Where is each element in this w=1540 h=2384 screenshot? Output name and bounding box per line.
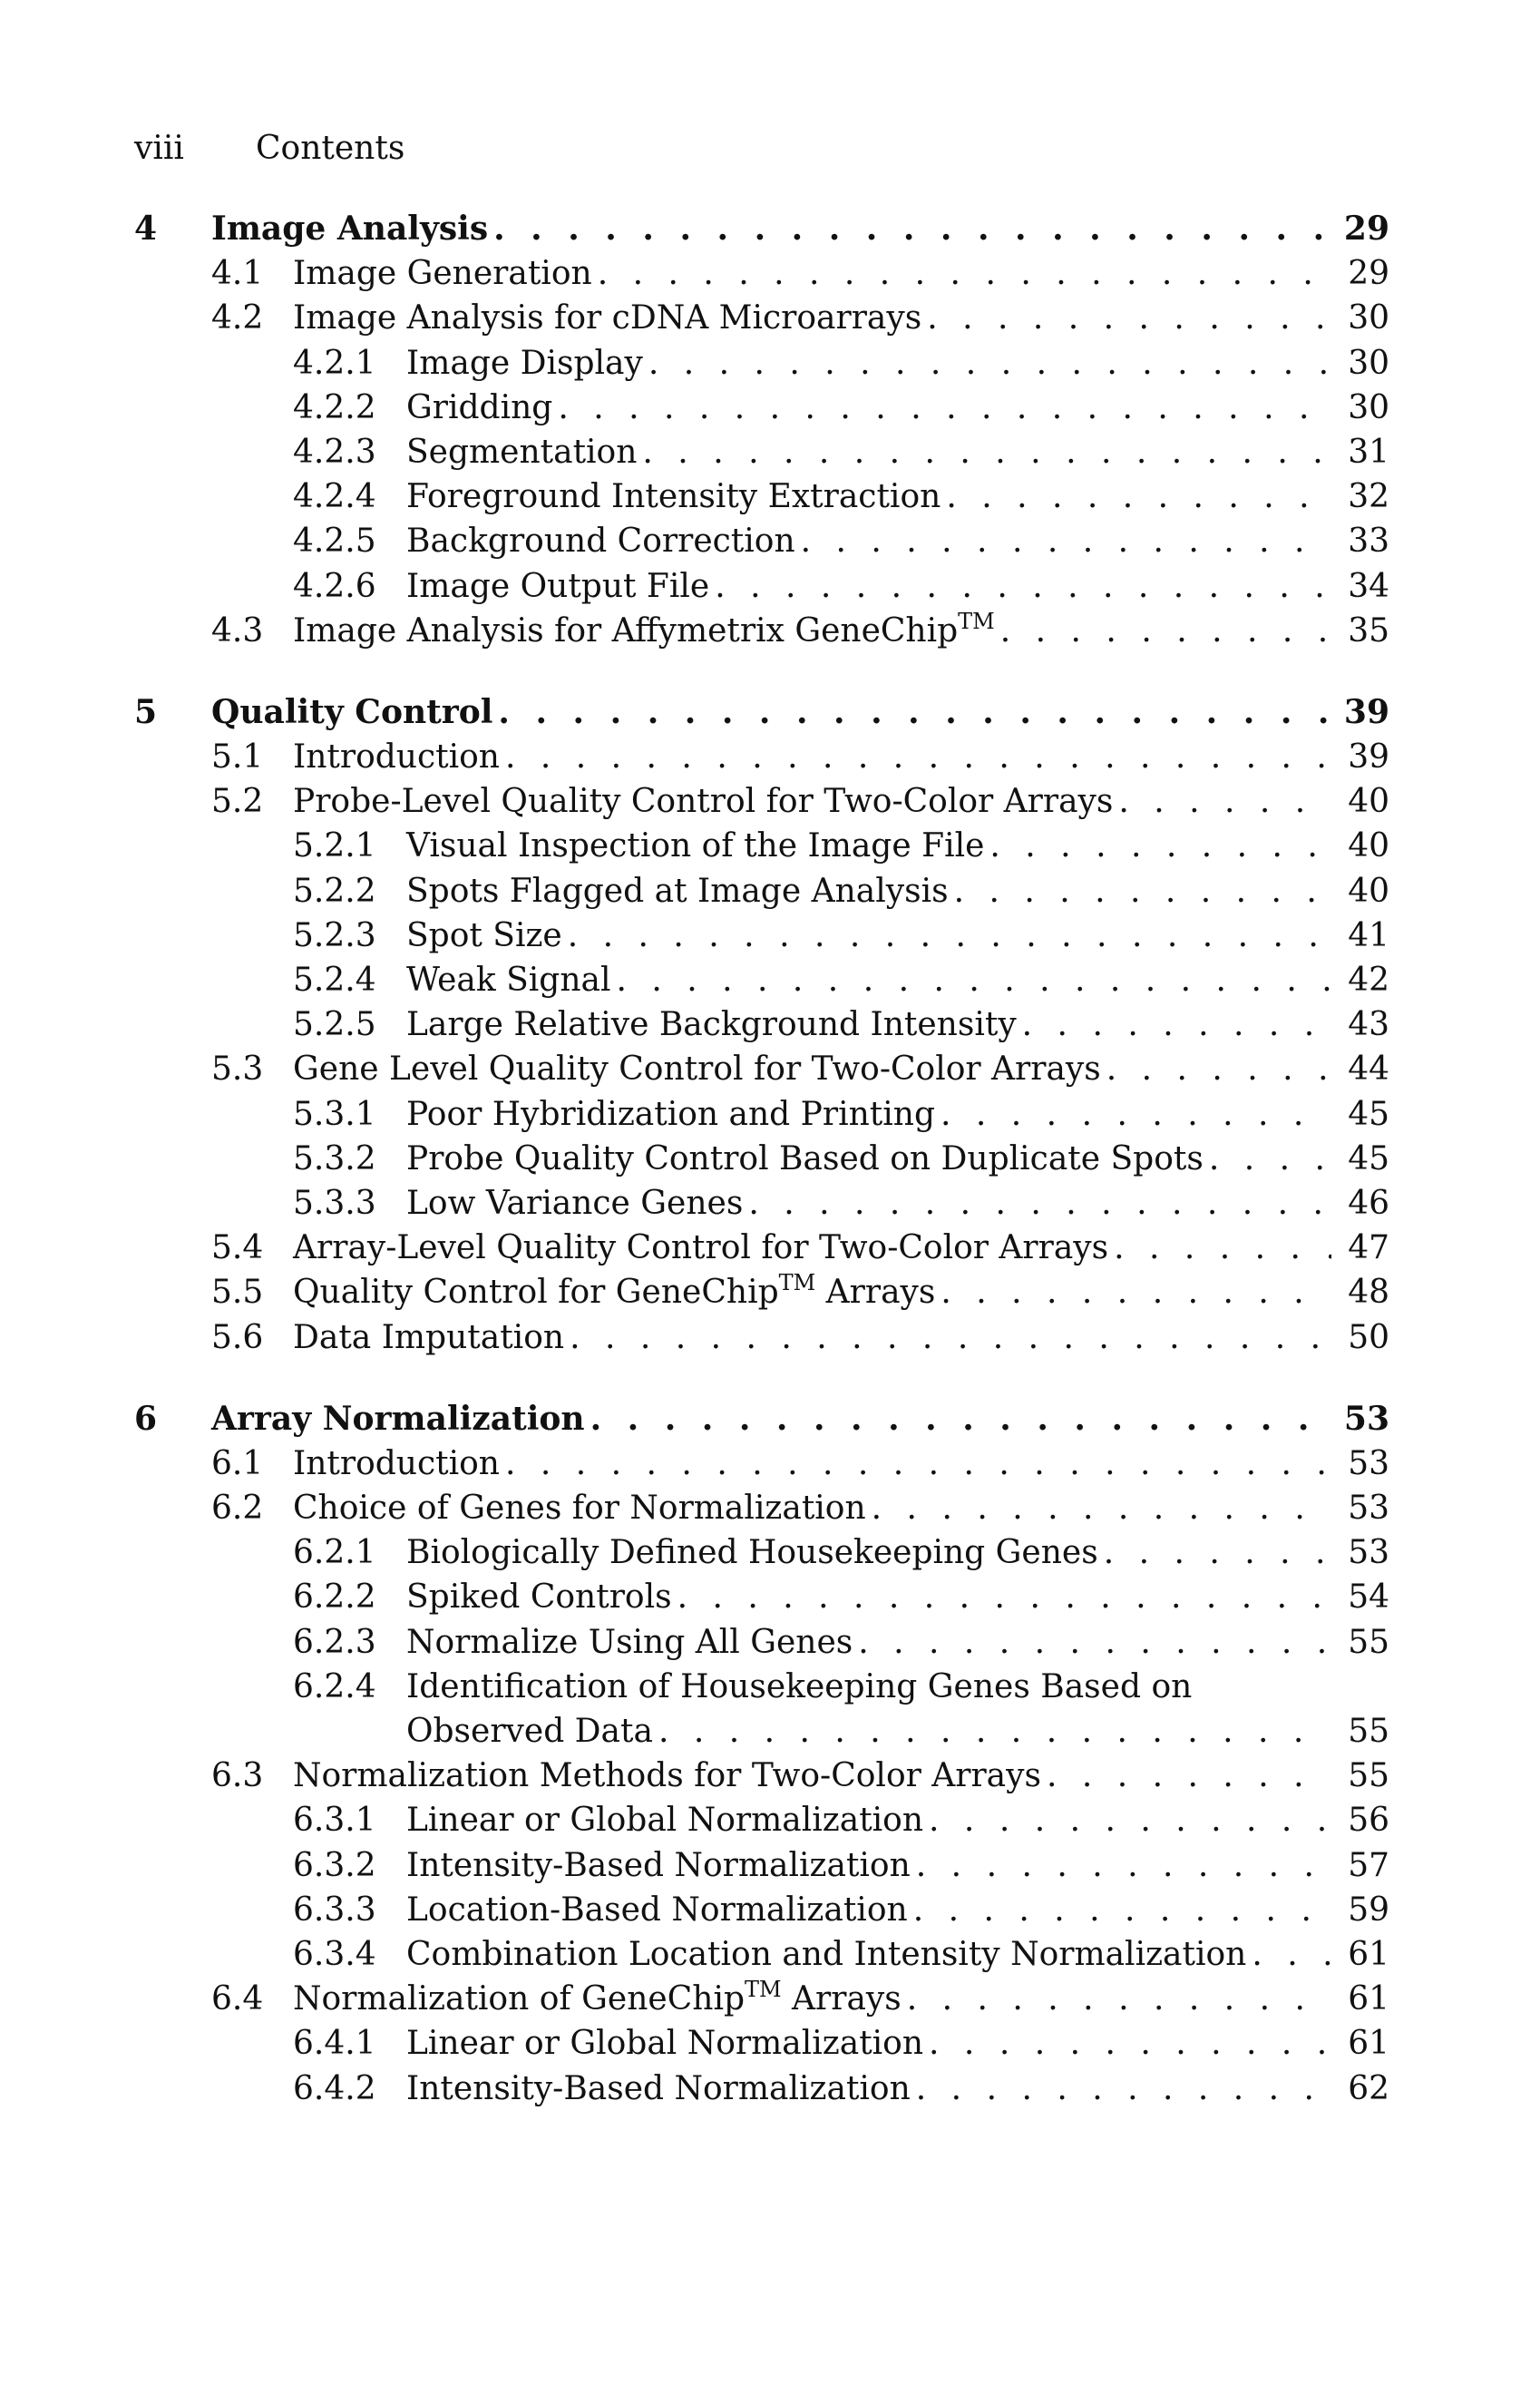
entry-page-number: 40 bbox=[1348, 783, 1389, 821]
entry-body bbox=[406, 386, 1389, 430]
entry-title: Biologically Defined Housekeeping Genes bbox=[406, 1534, 1098, 1572]
entry-page-number: 48 bbox=[1348, 1274, 1389, 1312]
entry-title: Normalization of GeneChip™ Arrays bbox=[293, 1977, 902, 2018]
entry-title: Introduction bbox=[293, 738, 500, 777]
entry-body bbox=[406, 1092, 1389, 1137]
entry-number: 6.2.4 bbox=[293, 1667, 376, 1705]
entry-page-number: 30 bbox=[1348, 344, 1389, 382]
entry-body bbox=[406, 914, 1389, 958]
toc-subsection-entry[interactable] bbox=[134, 824, 1389, 868]
entry-page-number: 53 bbox=[1348, 1534, 1389, 1572]
entry-body bbox=[406, 1575, 1389, 1619]
entry-number: 5.5 bbox=[211, 1274, 264, 1312]
entry-page-number: 61 bbox=[1348, 1935, 1389, 1973]
dot-leader bbox=[941, 1092, 1331, 1137]
entry-title: Data Imputation bbox=[293, 1318, 565, 1356]
entry-body bbox=[406, 2066, 1389, 2111]
toc-subsection-entry[interactable] bbox=[134, 958, 1389, 1002]
entry-number: 4.2.4 bbox=[293, 478, 376, 516]
dot-leader bbox=[801, 519, 1332, 563]
trademark-superscript: TM bbox=[958, 608, 995, 634]
toc-subsection-entry[interactable] bbox=[134, 430, 1389, 474]
entry-body bbox=[406, 1137, 1389, 1181]
entry-number: 4.2.5 bbox=[293, 523, 376, 561]
toc-section-entry[interactable] bbox=[134, 735, 1389, 779]
dot-leader bbox=[1118, 779, 1331, 824]
dot-leader bbox=[558, 386, 1331, 430]
dot-leader bbox=[642, 430, 1331, 474]
dot-leader bbox=[498, 690, 1327, 735]
entry-page-number: 47 bbox=[1348, 1229, 1389, 1267]
entry-page-number: 57 bbox=[1348, 1846, 1389, 1884]
entry-number: 5.2.4 bbox=[293, 962, 376, 999]
entry-page-number: 46 bbox=[1348, 1184, 1389, 1222]
entry-title: Image Analysis for cDNA Microarrays bbox=[293, 299, 922, 337]
dot-leader bbox=[929, 2021, 1331, 2066]
entry-body bbox=[406, 1798, 1389, 1842]
toc-section-entry[interactable] bbox=[134, 1226, 1389, 1270]
entry-number: 6.3.2 bbox=[293, 1846, 376, 1884]
entry-title: Weak Signal bbox=[406, 962, 611, 999]
chapter-block bbox=[134, 1397, 1389, 2111]
entry-body bbox=[293, 609, 1389, 653]
dot-leader bbox=[916, 2066, 1331, 2111]
entry-page-number: 61 bbox=[1348, 1980, 1389, 2018]
table-of-contents bbox=[134, 207, 1389, 2148]
entry-page-number: 35 bbox=[1348, 611, 1389, 650]
toc-subsection-entry[interactable] bbox=[134, 1932, 1389, 1977]
entry-number: 6.3.3 bbox=[293, 1891, 376, 1929]
entry-page-number: 31 bbox=[1348, 433, 1389, 471]
entry-title: Intensity-Based Normalization bbox=[406, 2069, 911, 2107]
toc-subsection-entry[interactable] bbox=[134, 1575, 1389, 1619]
dot-leader bbox=[941, 1270, 1331, 1314]
entry-page-number: 56 bbox=[1348, 1802, 1389, 1840]
entry-body bbox=[406, 1002, 1389, 1047]
dot-leader bbox=[1209, 1137, 1331, 1181]
entry-page-number: 42 bbox=[1348, 962, 1389, 999]
entry-title: Poor Hybridization and Printing bbox=[406, 1095, 936, 1133]
toc-subsection-entry[interactable] bbox=[134, 1620, 1389, 1665]
entry-title: Probe-Level Quality Control for Two-Color Arrays bbox=[293, 783, 1114, 821]
entry-number: 6.3 bbox=[211, 1757, 264, 1795]
entry-body bbox=[406, 824, 1389, 868]
dot-leader bbox=[927, 296, 1331, 340]
entry-title: Quality Control bbox=[211, 692, 493, 731]
toc-entry-continuation[interactable] bbox=[134, 1709, 1389, 1754]
entry-body bbox=[293, 1270, 1389, 1314]
dot-leader bbox=[598, 251, 1332, 296]
entry-title: Quality Control for GeneChip™ Arrays bbox=[293, 1270, 936, 1312]
toc-section-entry[interactable] bbox=[134, 251, 1389, 296]
entry-body bbox=[406, 1843, 1389, 1888]
trademark-superscript: TM bbox=[745, 1977, 782, 2003]
entry-number: 6.3.4 bbox=[293, 1935, 376, 1973]
entry-body bbox=[406, 519, 1389, 563]
dot-leader bbox=[677, 1575, 1332, 1619]
entry-page-number: 53 bbox=[1343, 1399, 1389, 1438]
entry-number: 5.2.3 bbox=[293, 916, 376, 954]
entry-body bbox=[211, 1397, 1389, 1441]
entry-page-number: 54 bbox=[1348, 1578, 1389, 1617]
entry-page-number: 30 bbox=[1348, 299, 1389, 337]
entry-number: 6.2.1 bbox=[293, 1534, 376, 1572]
toc-subsection-entry[interactable] bbox=[134, 1137, 1389, 1181]
entry-title: Visual Inspection of the Image File bbox=[406, 827, 985, 865]
entry-body bbox=[406, 1181, 1389, 1226]
toc-section-entry[interactable] bbox=[134, 1486, 1389, 1530]
entry-page-number: 53 bbox=[1348, 1444, 1389, 1482]
toc-subsection-entry[interactable] bbox=[134, 564, 1389, 609]
dot-leader bbox=[493, 207, 1328, 251]
entry-body bbox=[406, 1530, 1389, 1575]
entry-page-number: 30 bbox=[1348, 388, 1389, 426]
entry-number: 4.2.3 bbox=[293, 433, 376, 471]
entry-title: Array Normalization bbox=[211, 1399, 585, 1438]
entry-number: 5.3 bbox=[211, 1050, 264, 1089]
entry-page-number: 40 bbox=[1348, 827, 1389, 865]
dot-leader bbox=[907, 1977, 1331, 2021]
toc-subsection-entry[interactable] bbox=[134, 1181, 1389, 1226]
entry-title: Image Display bbox=[406, 344, 643, 382]
entry-body bbox=[293, 1486, 1389, 1530]
entry-number: 5.2.5 bbox=[293, 1006, 376, 1044]
entry-title: Image Output File bbox=[406, 567, 710, 605]
dot-leader bbox=[916, 1843, 1331, 1888]
toc-subsection-entry[interactable] bbox=[134, 474, 1389, 519]
entry-title: Intensity-Based Normalization bbox=[406, 1846, 911, 1884]
entry-body bbox=[293, 1047, 1389, 1091]
entry-page-number: 53 bbox=[1348, 1490, 1389, 1528]
entry-body bbox=[406, 1709, 1389, 1754]
entry-body bbox=[293, 1226, 1389, 1270]
entry-body bbox=[406, 1665, 1389, 1709]
entry-title: Spot Size bbox=[406, 916, 562, 954]
entry-page-number: 55 bbox=[1348, 1713, 1389, 1750]
entry-page-number: 45 bbox=[1348, 1095, 1389, 1133]
entry-title: Large Relative Background Intensity bbox=[406, 1006, 1017, 1044]
toc-section-entry[interactable] bbox=[134, 1270, 1389, 1314]
entry-title: Gene Level Quality Control for Two-Color Arrays bbox=[293, 1050, 1101, 1089]
entry-page-number: 55 bbox=[1348, 1757, 1389, 1795]
entry-title: Foreground Intensity Extraction bbox=[406, 478, 941, 516]
entry-page-number: 29 bbox=[1348, 255, 1389, 293]
entry-body bbox=[406, 474, 1389, 519]
entry-number: 5.2.2 bbox=[293, 872, 376, 910]
entry-page-number: 61 bbox=[1348, 2025, 1389, 2063]
entry-body bbox=[293, 1315, 1389, 1360]
dot-leader bbox=[505, 735, 1331, 779]
toc-section-entry[interactable] bbox=[134, 1047, 1389, 1091]
entry-page-number: 32 bbox=[1348, 478, 1389, 516]
entry-number: 6.3.1 bbox=[293, 1802, 376, 1840]
dot-leader bbox=[1000, 609, 1331, 653]
entry-number: 6.4.1 bbox=[293, 2025, 376, 2063]
entry-body bbox=[293, 779, 1389, 824]
entry-title: Image Analysis bbox=[211, 210, 489, 248]
entry-body bbox=[293, 251, 1389, 296]
entry-title: Linear or Global Normalization bbox=[406, 1802, 924, 1840]
entry-body bbox=[293, 1754, 1389, 1798]
entry-page-number: 33 bbox=[1348, 523, 1389, 561]
toc-section-entry[interactable] bbox=[134, 1754, 1389, 1798]
entry-number: 4.2.2 bbox=[293, 388, 376, 426]
entry-number: 5.2.1 bbox=[293, 827, 376, 865]
entry-page-number: 55 bbox=[1348, 1623, 1389, 1661]
dot-leader bbox=[858, 1620, 1331, 1665]
dot-leader bbox=[616, 958, 1331, 1002]
entry-page-number: 59 bbox=[1348, 1891, 1389, 1929]
entry-number: 4.2.1 bbox=[293, 344, 376, 382]
dot-leader bbox=[590, 1397, 1328, 1441]
toc-section-entry[interactable] bbox=[134, 609, 1389, 653]
dot-leader bbox=[946, 474, 1331, 519]
entry-number: 6.4 bbox=[211, 1980, 264, 2018]
entry-title: Choice of Genes for Normalization bbox=[293, 1490, 866, 1528]
toc-section-entry[interactable] bbox=[134, 1315, 1389, 1360]
entry-page-number: 40 bbox=[1348, 872, 1389, 910]
entry-title: Image Generation bbox=[293, 255, 592, 293]
entry-title: Low Variance Genes bbox=[406, 1184, 744, 1222]
trademark-superscript: TM bbox=[778, 1270, 816, 1296]
page-folio: viii bbox=[134, 130, 184, 167]
dot-leader bbox=[748, 1181, 1331, 1226]
dot-leader bbox=[1022, 1002, 1332, 1047]
toc-subsection-entry[interactable] bbox=[134, 1665, 1389, 1709]
dot-leader bbox=[648, 341, 1331, 386]
entry-page-number: 41 bbox=[1348, 916, 1389, 954]
entry-page-number: 45 bbox=[1348, 1139, 1389, 1177]
entry-title: Introduction bbox=[293, 1444, 500, 1482]
entry-number: 6 bbox=[134, 1399, 158, 1438]
entry-page-number: 29 bbox=[1343, 210, 1389, 248]
entry-number: 4 bbox=[134, 210, 158, 248]
running-title: Contents bbox=[256, 130, 405, 167]
entry-title: Combination Location and Intensity Normalization bbox=[406, 1935, 1247, 1973]
toc-subsection-entry[interactable] bbox=[134, 1843, 1389, 1888]
entry-body bbox=[293, 296, 1389, 340]
entry-number: 5 bbox=[134, 692, 158, 731]
dot-leader bbox=[929, 1798, 1331, 1842]
toc-subsection-entry[interactable] bbox=[134, 2021, 1389, 2066]
entry-number: 5.6 bbox=[211, 1318, 264, 1356]
entry-number: 4.2.6 bbox=[293, 567, 376, 605]
toc-subsection-entry[interactable] bbox=[134, 2066, 1389, 2111]
entry-title: Spots Flagged at Image Analysis bbox=[406, 872, 949, 910]
entry-body bbox=[406, 958, 1389, 1002]
toc-chapter-entry[interactable] bbox=[134, 1397, 1389, 1441]
entry-number: 6.1 bbox=[211, 1444, 264, 1482]
chapter-block bbox=[134, 690, 1389, 1360]
entry-number: 5.3.3 bbox=[293, 1184, 376, 1222]
entry-page-number: 39 bbox=[1348, 738, 1389, 777]
toc-chapter-entry[interactable] bbox=[134, 690, 1389, 735]
entry-body bbox=[293, 1441, 1389, 1486]
entry-number: 5.3.2 bbox=[293, 1139, 376, 1177]
dot-leader bbox=[1252, 1932, 1331, 1977]
toc-subsection-entry[interactable] bbox=[134, 869, 1389, 914]
entry-title: Normalization Methods for Two-Color Arrays bbox=[293, 1757, 1041, 1795]
entry-title: Identification of Housekeeping Genes Based on bbox=[406, 1667, 1193, 1705]
toc-subsection-entry[interactable] bbox=[134, 1092, 1389, 1137]
entry-body bbox=[406, 1620, 1389, 1665]
entry-body bbox=[406, 1888, 1389, 1932]
entry-body bbox=[406, 869, 1389, 914]
entry-page-number: 50 bbox=[1348, 1318, 1389, 1356]
entry-page-number: 34 bbox=[1348, 567, 1389, 605]
toc-subsection-entry[interactable] bbox=[134, 341, 1389, 386]
dot-leader bbox=[505, 1441, 1331, 1486]
dot-leader bbox=[989, 824, 1331, 868]
entry-number: 4.3 bbox=[211, 611, 264, 650]
dot-leader bbox=[570, 1315, 1331, 1360]
entry-body bbox=[293, 735, 1389, 779]
entry-page-number: 43 bbox=[1348, 1006, 1389, 1044]
entry-number: 5.1 bbox=[211, 738, 264, 777]
entry-body bbox=[406, 564, 1389, 609]
entry-body bbox=[293, 1977, 1389, 2021]
dot-leader bbox=[1106, 1047, 1331, 1091]
entry-number: 5.3.1 bbox=[293, 1095, 376, 1133]
entry-body bbox=[406, 341, 1389, 386]
toc-subsection-entry[interactable] bbox=[134, 386, 1389, 430]
entry-body bbox=[406, 2021, 1389, 2066]
dot-leader bbox=[568, 914, 1331, 958]
chapter-block bbox=[134, 207, 1389, 653]
entry-number: 5.2 bbox=[211, 783, 264, 821]
entry-title: Location-Based Normalization bbox=[406, 1891, 908, 1929]
entry-title: Image Analysis for Affymetrix GeneChip™ bbox=[293, 608, 995, 650]
entry-title: Linear or Global Normalization bbox=[406, 2025, 924, 2063]
page-header bbox=[134, 127, 404, 171]
toc-section-entry[interactable] bbox=[134, 296, 1389, 340]
dot-leader bbox=[658, 1709, 1331, 1754]
entry-page-number: 44 bbox=[1348, 1050, 1389, 1089]
entry-number: 4.1 bbox=[211, 255, 264, 293]
entry-title: Gridding bbox=[406, 388, 553, 426]
dot-leader bbox=[954, 869, 1332, 914]
entry-number: 6.4.2 bbox=[293, 2069, 376, 2107]
entry-title: Array-Level Quality Control for Two-Color Arrays bbox=[293, 1229, 1109, 1267]
entry-title: Spiked Controls bbox=[406, 1578, 672, 1617]
entry-body bbox=[406, 1932, 1389, 1977]
toc-subsection-entry[interactable] bbox=[134, 519, 1389, 563]
toc-subsection-entry[interactable] bbox=[134, 1002, 1389, 1047]
dot-leader bbox=[1047, 1754, 1331, 1798]
entry-number: 6.2.2 bbox=[293, 1578, 376, 1617]
entry-number: 5.4 bbox=[211, 1229, 264, 1267]
entry-title: Probe Quality Control Based on Duplicate Spots bbox=[406, 1139, 1204, 1177]
dot-leader bbox=[715, 564, 1331, 609]
toc-section-entry[interactable] bbox=[134, 779, 1389, 824]
entry-title: Observed Data bbox=[406, 1713, 653, 1750]
entry-page-number: 39 bbox=[1343, 692, 1389, 731]
entry-body bbox=[211, 690, 1389, 735]
entry-number: 6.2 bbox=[211, 1490, 264, 1528]
entry-body bbox=[211, 207, 1389, 251]
toc-section-entry[interactable] bbox=[134, 1441, 1389, 1486]
dot-leader bbox=[1114, 1226, 1331, 1270]
toc-chapter-entry[interactable] bbox=[134, 207, 1389, 251]
entry-page-number: 62 bbox=[1348, 2069, 1389, 2107]
entry-number: 4.2 bbox=[211, 299, 264, 337]
toc-section-entry[interactable] bbox=[134, 1977, 1389, 2021]
entry-number: 6.2.3 bbox=[293, 1623, 376, 1661]
dot-leader bbox=[872, 1486, 1332, 1530]
toc-subsection-entry[interactable] bbox=[134, 914, 1389, 958]
toc-subsection-entry[interactable] bbox=[134, 1798, 1389, 1842]
dot-leader bbox=[913, 1888, 1332, 1932]
entry-title: Segmentation bbox=[406, 433, 638, 471]
entry-title: Normalize Using All Genes bbox=[406, 1623, 853, 1661]
entry-body bbox=[406, 430, 1389, 474]
toc-subsection-entry[interactable] bbox=[134, 1888, 1389, 1932]
dot-leader bbox=[1104, 1530, 1331, 1575]
entry-title: Background Correction bbox=[406, 523, 795, 561]
toc-subsection-entry[interactable] bbox=[134, 1530, 1389, 1575]
